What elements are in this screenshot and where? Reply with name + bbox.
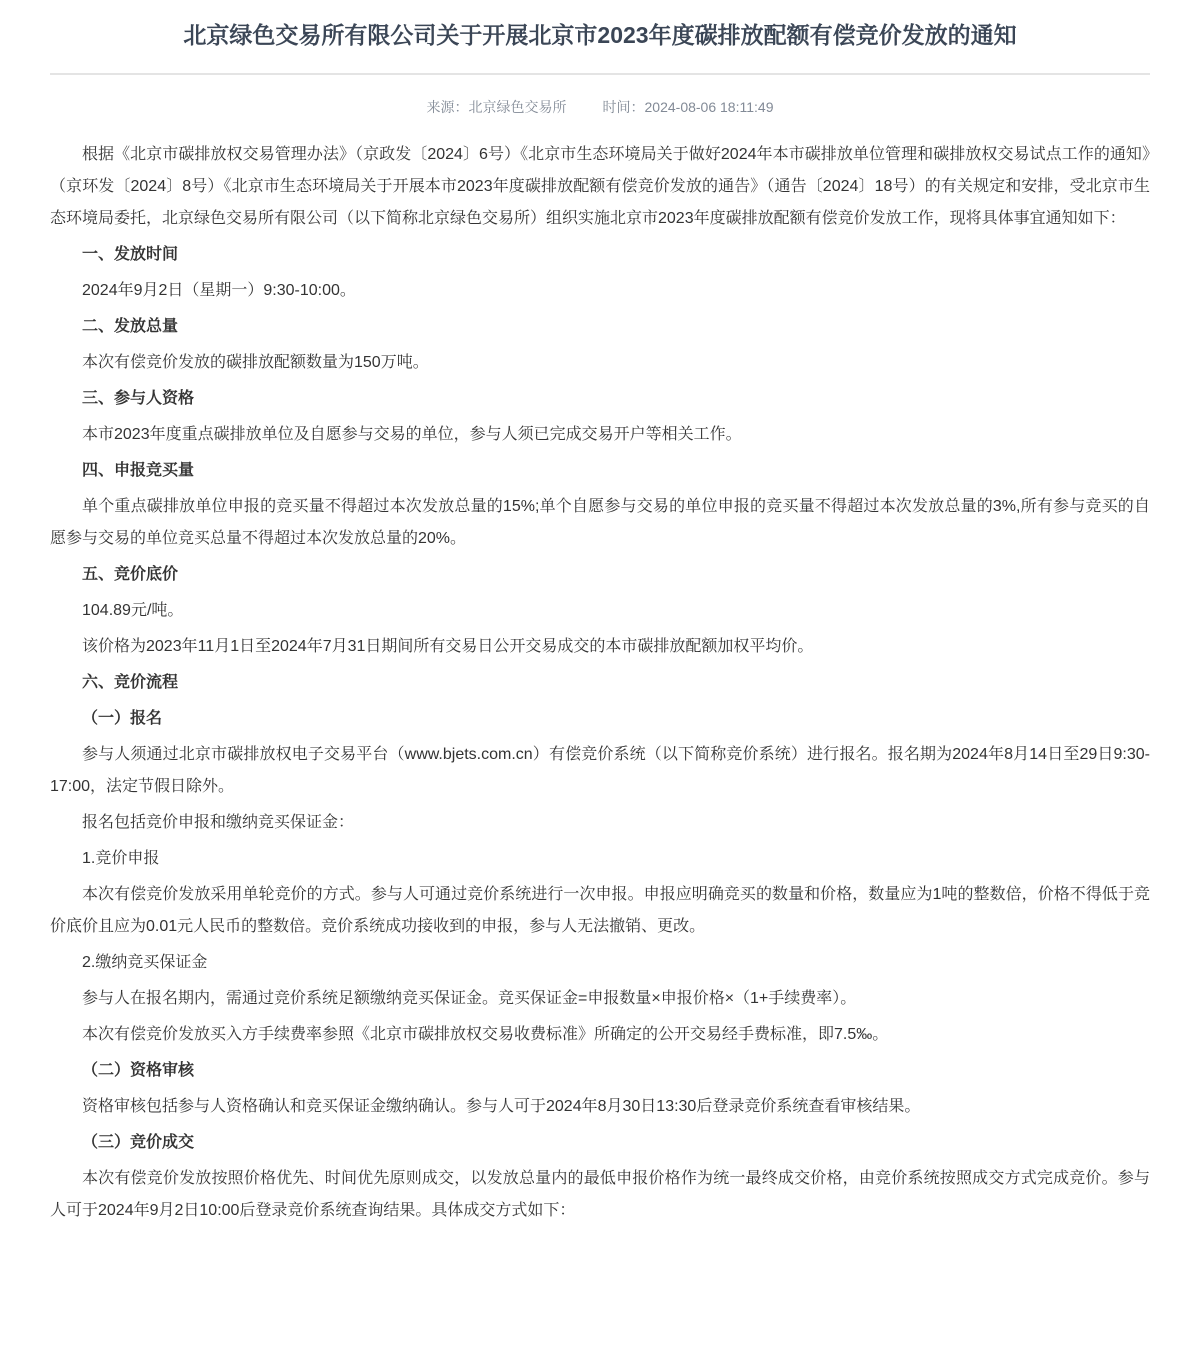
paragraph-intro: 根据《北京市碳排放权交易管理办法》（京政发〔2024〕6号）《北京市生态环境局关于做好2024年本市碳排放单位管理和碳排放权交易试点工作的通知》（京环发〔2024〕8号）《北京市生态环境局关于开展本市2023年度碳排放配额有偿竞价发放的通告》（通告〔2024〕18号）的有关规定和安排，受北京市生态环境局委托，北京绿色交易所有限公司（以下简称北京绿色交易所）组织实施北京市2023年度碳排放配额有偿竞价发放工作，现将具体事宜通知如下： — [50, 146, 1150, 227]
heading-total-volume: 二、发放总量 — [82, 318, 179, 335]
paragraph-deposit: 参与人在报名期内，需通过竞价系统足额缴纳竞买保证金。竞买保证金=申报数量×申报价格×（1+手续费率）。 — [82, 990, 857, 1007]
paragraph-qualification-review: 资格审核包括参与人资格确认和竞买保证金缴纳确认。参与人可于2024年8月30日13:30后登录竞价系统查看审核结果。 — [82, 1098, 921, 1115]
heading-floor-price: 五、竞价底价 — [82, 566, 179, 583]
paragraph-fee-rate: 本次有偿竞价发放买入方手续费率参照《北京市碳排放权交易收费标准》所确定的公开交易经手费标准，即7.5‰。 — [82, 1026, 889, 1043]
paragraph-floor-price-basis: 该价格为2023年11月1日至2024年7月31日期间所有交易日公开交易成交的本市碳排放配额加权平均价。 — [82, 638, 814, 655]
paragraph-bid-declaration-label: 1.竞价申报 — [82, 850, 160, 867]
paragraph-bid-declaration: 本次有偿竞价发放采用单轮竞价的方式。参与人可通过竞价系统进行一次申报。申报应明确竞买的数量和价格，数量应为1吨的整数倍，价格不得低于竞价底价且应为0.01元人民币的整数倍。竞价系统成功接收到的申报，参与人无法撤销、更改。 — [50, 886, 1150, 935]
paragraph-registration-includes: 报名包括竞价申报和缴纳竞买保证金： — [82, 814, 355, 831]
notice-article — [0, 20, 1200, 1227]
meta-source-label: 来源： — [426, 99, 469, 115]
paragraph-deposit-label: 2.缴纳竞买保证金 — [82, 954, 208, 971]
meta-source-value: 北京绿色交易所 — [468, 99, 567, 115]
paragraph-participant-eligibility: 本市2023年度重点碳排放单位及自愿参与交易的单位，参与人须已完成交易开户等相关工作。 — [82, 426, 742, 443]
subheading-auction-deal: （三）竞价成交 — [82, 1134, 195, 1151]
paragraph-registration: 参与人须通过北京市碳排放权电子交易平台（www.bjets.com.cn）有偿竞价系统（以下简称竞价系统）进行报名。报名期为2024年8月14日至29日9:30-17:00，法定节假日除外。 — [50, 746, 1150, 795]
heading-auction-process: 六、竞价流程 — [82, 674, 179, 691]
heading-issuance-time: 一、发放时间 — [82, 246, 179, 263]
paragraph-total-volume: 本次有偿竞价发放的碳排放配额数量为150万吨。 — [82, 354, 429, 371]
heading-bid-quantity: 四、申报竞买量 — [82, 462, 195, 479]
meta-time-value: 2024-08-06 18:11:49 — [644, 99, 774, 115]
meta-time-label: 时间： — [602, 99, 645, 115]
paragraph-floor-price: 104.89元/吨。 — [82, 602, 184, 619]
paragraph-issuance-time: 2024年9月2日（星期一）9:30-10:00。 — [82, 282, 356, 299]
subheading-registration: （一）报名 — [82, 710, 163, 727]
heading-participant-eligibility: 三、参与人资格 — [82, 390, 195, 407]
subheading-qualification-review: （二）资格审核 — [82, 1062, 195, 1079]
paragraph-bid-quantity: 单个重点碳排放单位申报的竞买量不得超过本次发放总量的15%;单个自愿参与交易的单位申报的竞买量不得超过本次发放总量的3%,所有参与竞买的自愿参与交易的单位竞买总量不得超过本次发放总量的20%。 — [50, 498, 1150, 547]
divider — [50, 73, 1150, 75]
meta-bar — [0, 97, 1200, 117]
notice-content — [50, 139, 1150, 1227]
page-title: 北京绿色交易所有限公司关于开展北京市2023年度碳排放配额有偿竞价发放的通知 — [183, 22, 1017, 48]
paragraph-auction-deal: 本次有偿竞价发放按照价格优先、时间优先原则成交，以发放总量内的最低申报价格作为统一最终成交价格，由竞价系统按照成交方式完成竞价。参与人可于2024年9月2日10:00后登录竞价系统查询结果。具体成交方式如下： — [50, 1170, 1150, 1219]
